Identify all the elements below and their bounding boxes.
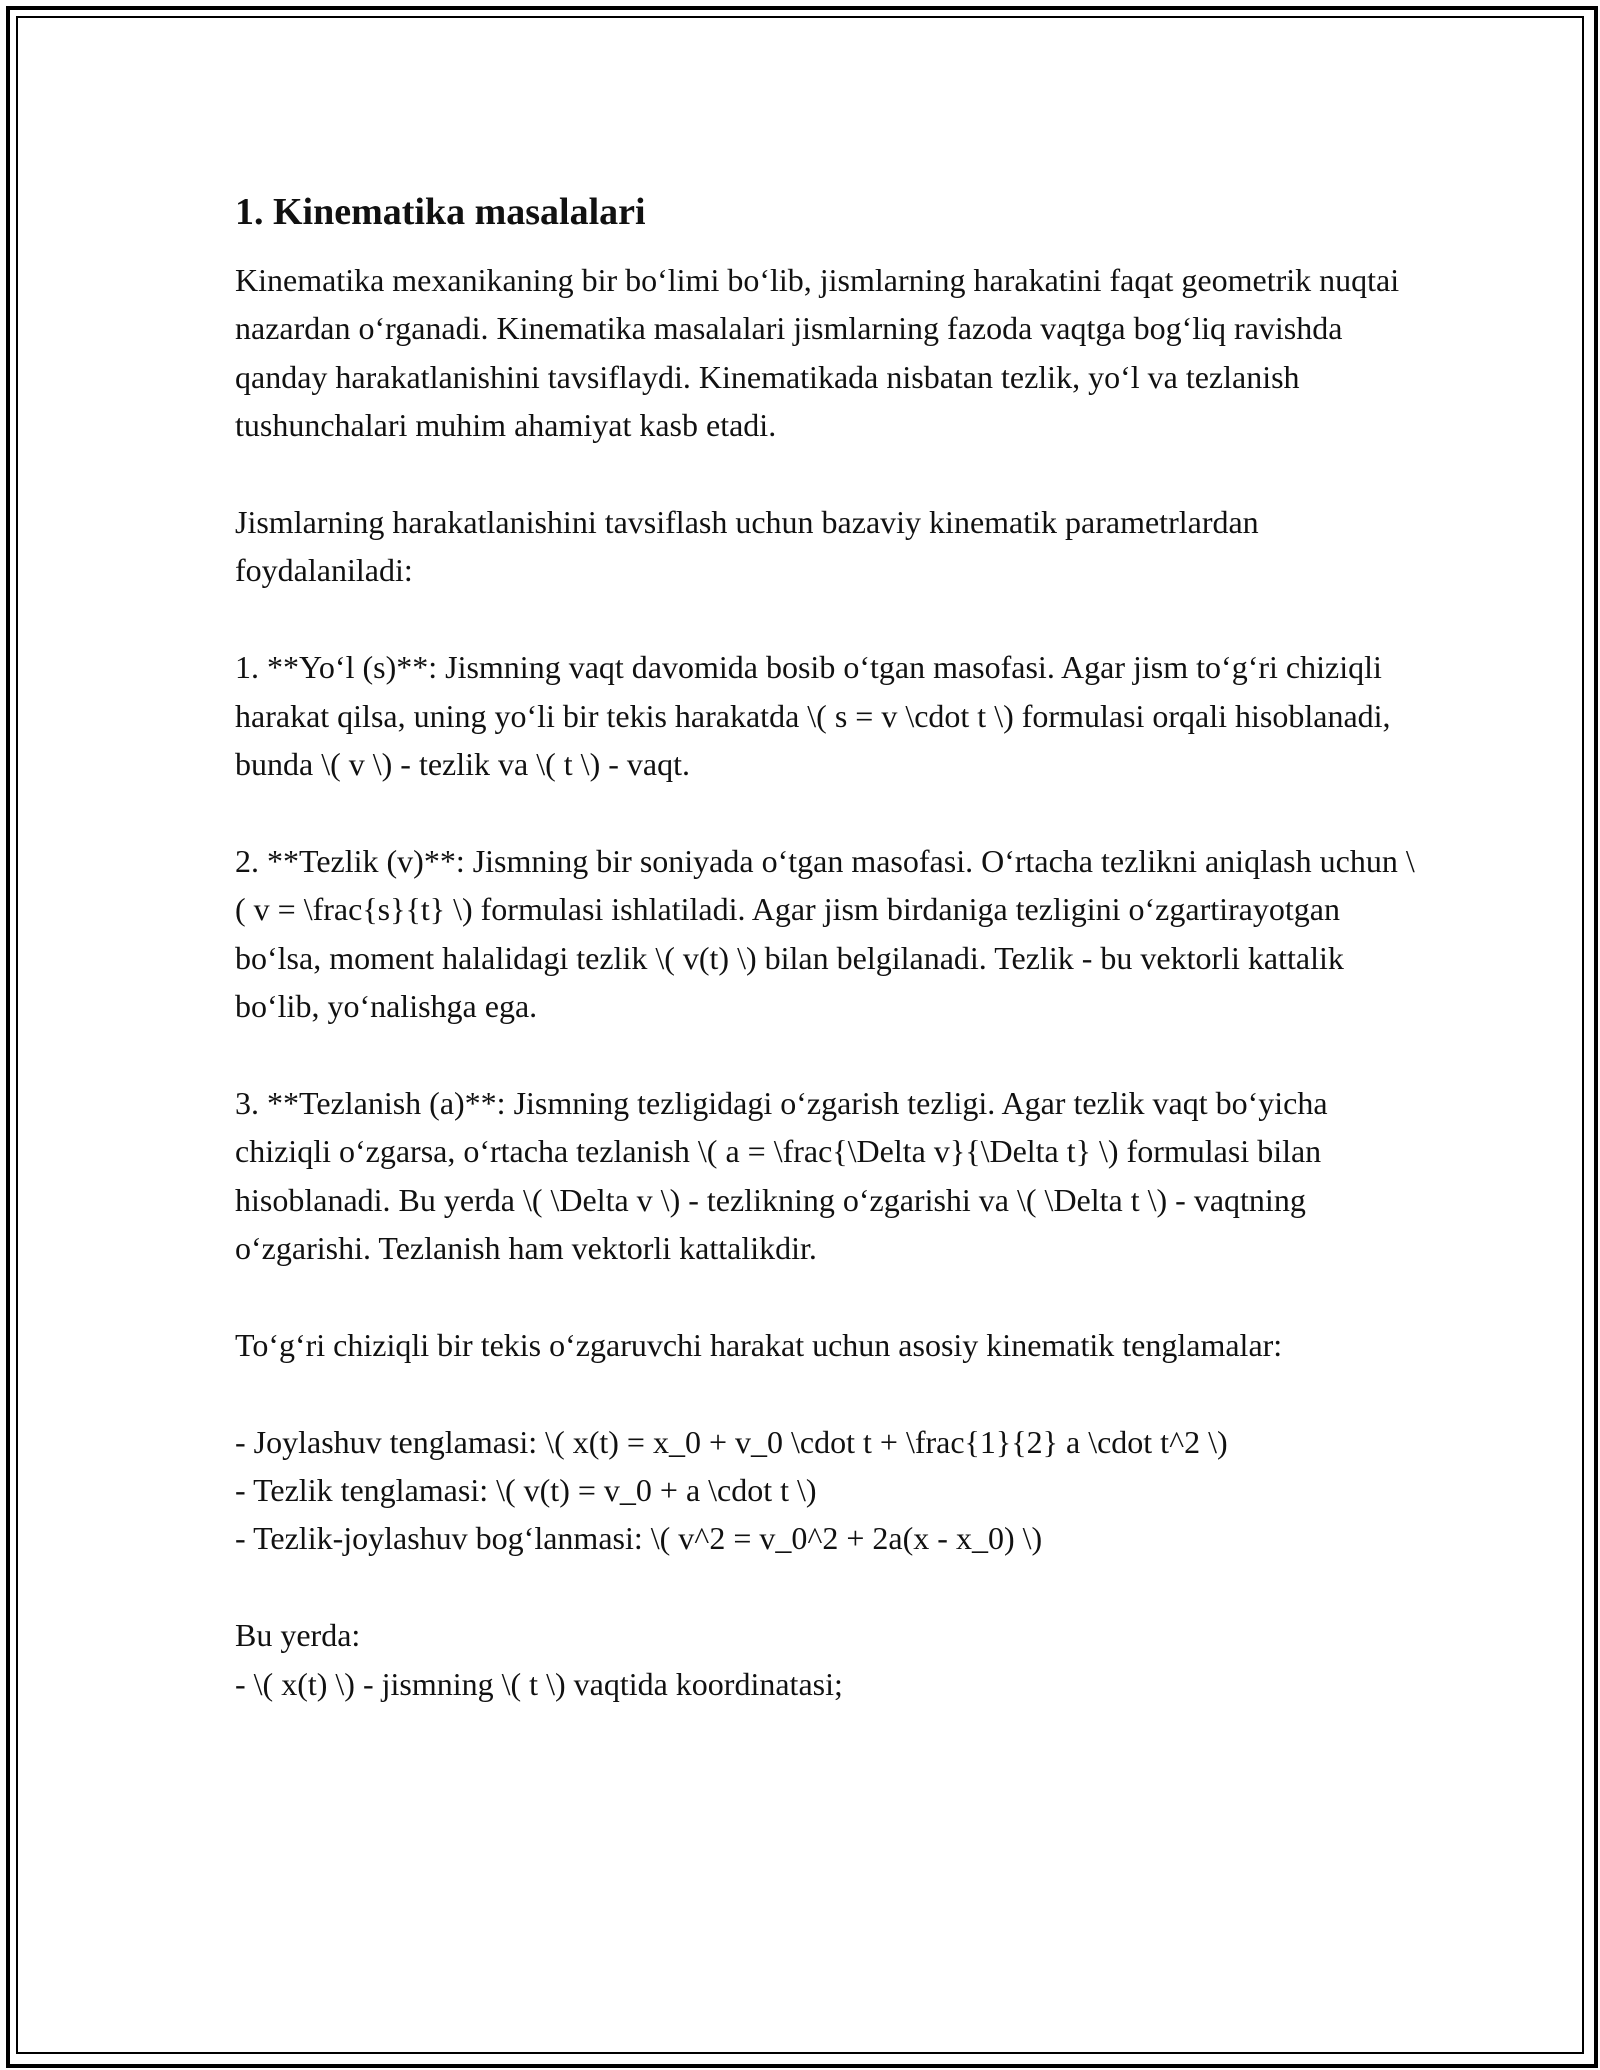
acceleration-paragraph: 3. **Tezlanish (a)**: Jismning tezligidagi o‘zgarish tezligi. Agar tezlik vaqt bo‘yicha chiziqli o‘zgarsa, o‘rtacha tezlanish \( a = \frac{\Delta v}{\Delta t} \) formulasi bilan hisoblanadi. Bu yerda \( \Delta v \) - tezlikning o‘zgarishi va \( \Delta t \) - vaqtning o‘zgarishi. Tezlanish ham vektorli kattalikdir. [235,1084,1328,1267]
coordinate-definition: - \( x(t) \) - jismning \( t \) vaqtida koordinatasi; [235,1665,843,1702]
distance-paragraph: 1. **Yo‘l (s)**: Jismning vaqt davomida bosib o‘tgan masofasi. Agar jism to‘g‘ri chiziqli harakat qilsa, uning yo‘li bir tekis harakatda \( s = v \cdot t \) formulasi orqali hisoblanadi, bunda \( v \) - tezlik va \( t \) - vaqt. [235,649,1391,783]
equations-intro-paragraph: To‘g‘ri chiziqli bir tekis o‘zgaruvchi harakat uchun asosiy kinematik tenglamalar: [235,1326,1283,1363]
velocity-paragraph: 2. **Tezlik (v)**: Jismning bir soniyada o‘tgan masofasi. O‘rtacha tezlikni aniqlash uchun \( v = \frac{s}{t} \) formulasi ishlatiladi. Agar jism birdaniga tezligini o‘zgartirayotgan bo‘lsa, moment halalidagi tezlik \( v(t) \) bilan belgilanadi. Tezlik - bu vektorli kattalik bo‘lib, yo‘nalishga ega. [235,842,1415,1025]
position-equation: - Joylashuv tenglamasi: \( x(t) = x_0 + v_0 \cdot t + \frac{1}{2} a \cdot t^2 \) [235,1423,1228,1460]
where-label: Bu yerda: [235,1617,361,1654]
section-heading: 1. Kinematika masalalari [235,191,646,233]
velocity-equation: - Tezlik tenglamasi: \( v(t) = v_0 + a \cdot t \) [235,1472,817,1509]
document-body [235,186,1415,1708]
parameters-intro-paragraph: Jismlarning harakatlanishini tavsiflash uchun bazaviy kinematik parametrlardan foydalaniladi: [235,504,1259,589]
velocity-position-equation: - Tezlik-joylashuv bog‘lanmasi: \( v^2 = v_0^2 + 2a(x - x_0) \) [235,1520,1043,1557]
intro-paragraph: Kinematika mexanikaning bir bo‘limi bo‘lib, jismlarning harakatini faqat geometrik nuqtai nazardan o‘rganadi. Kinematika masalalari jismlarning fazoda vaqtga bog‘liq ravishda qanday harakatlanishini tavsiflaydi. Kinematikada nisbatan tezlik, yo‘l va tezlanish tushunchalari muhim ahamiyat kasb etadi. [235,262,1400,444]
